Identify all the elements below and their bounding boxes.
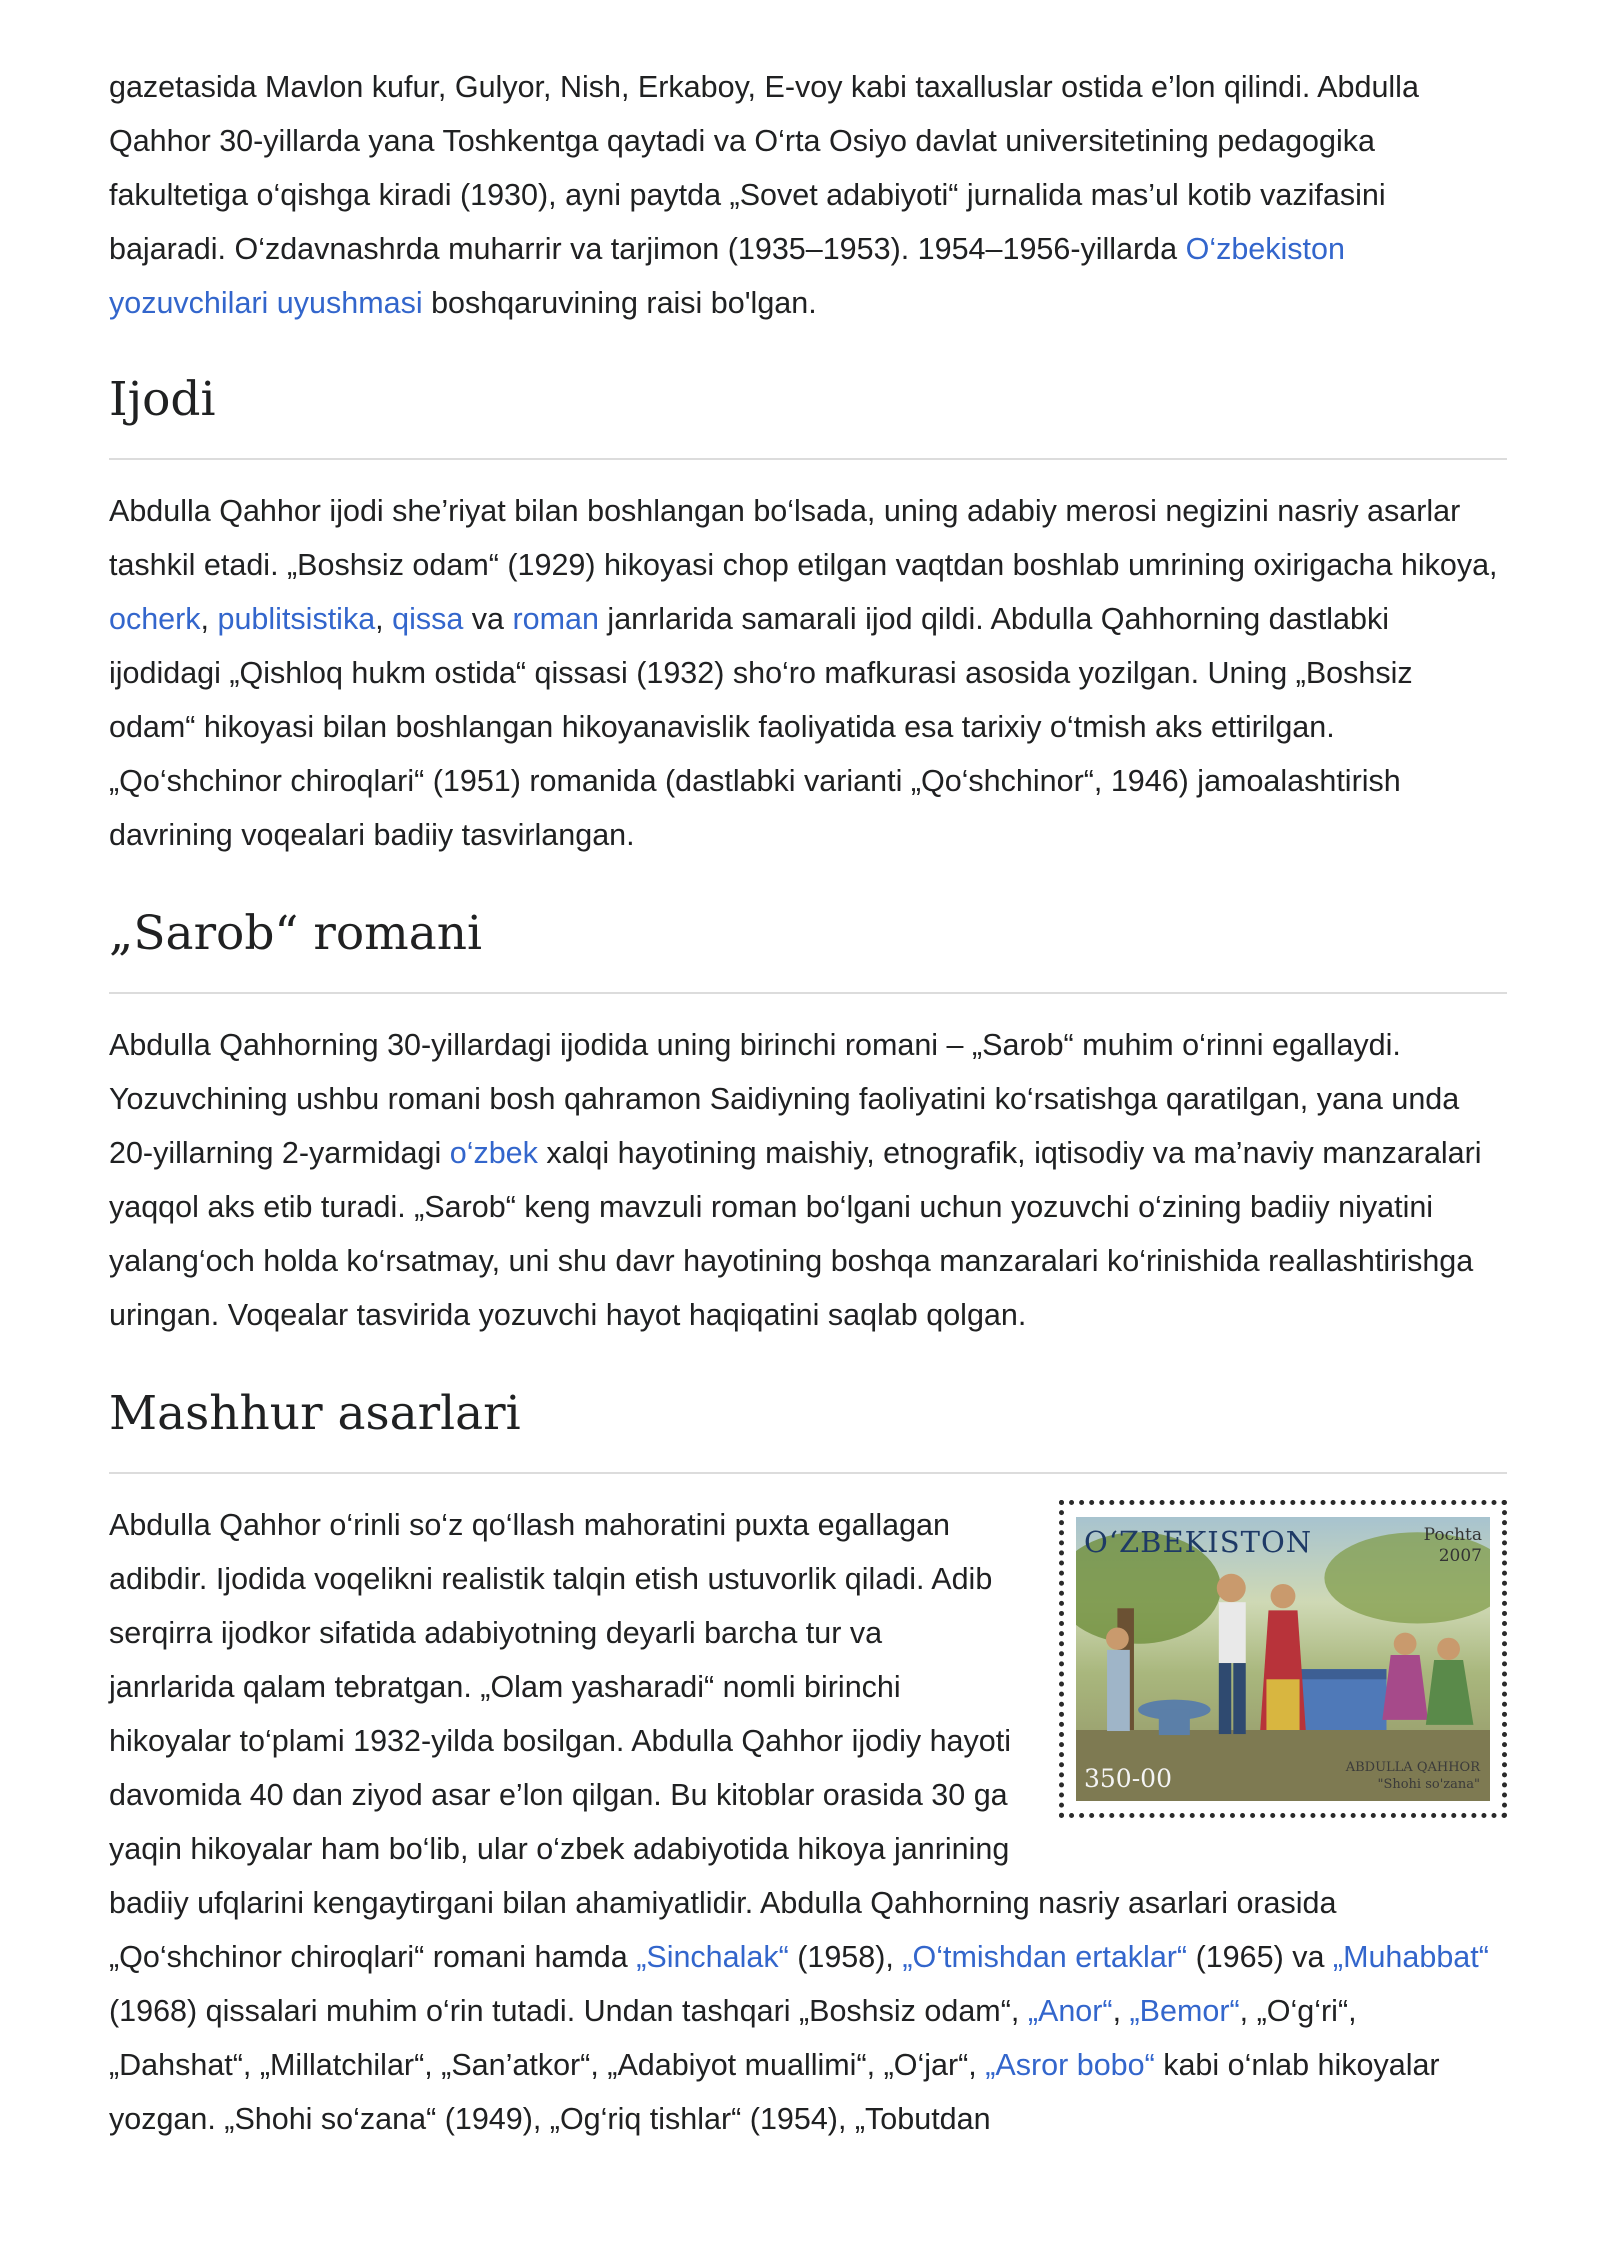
stamp-image[interactable]: [1059, 1500, 1507, 1818]
section-heading-sarob: „Sarob“ romani: [109, 904, 1507, 994]
link-qissa[interactable]: qissa: [392, 602, 464, 636]
ijodi-text-1: Abdulla Qahhor ijodi she’riyat bilan boshlangan bo‘lsada, uning adabiy merosi negizini nasriy asarlar tashkil etadi. „Boshsiz odam“ (1929) hikoyasi chop etilgan vaqtdan boshlab umrining oxirigacha hikoya,: [109, 494, 1498, 582]
section-heading-ijodi: Ijodi: [109, 370, 1507, 460]
stamp-post: [1424, 1525, 1482, 1567]
link-roman[interactable]: roman: [512, 602, 599, 636]
mashhur-text-5: , „O‘g‘ri“, „Dahshat“, „Millatchilar“, „San’atkor“, „Adabiyot muallimi“, „O‘jar“,: [109, 1994, 1357, 2082]
section-heading-mashhur-asarlari: Mashhur asarlari: [109, 1384, 1507, 1474]
mashhur-sep-1: ,: [1112, 1994, 1130, 2028]
stamp-country: O‘ZBEKISTON: [1084, 1525, 1313, 1559]
stamp-caption: [1346, 1759, 1480, 1793]
stamp-title: "Shohi so'zana": [1377, 1777, 1480, 1792]
intro-text-1: gazetasida Mavlon kufur, Gulyor, Nish, Erkaboy, E-voy kabi taxalluslar ostida e’lon qilindi. Abdulla Qahhor 30-yillarda yana Toshkentga qaytadi va O‘rta Osiyo davlat universitetining pedagogika fakultetiga o‘qishga kiradi (1930), ayni paytda „Sovet adabiyoti“ jurnalida mas’ul kotib vazifasini bajaradi. O‘zdavnashrda muharrir va tarjimon (1935–1953). 1954–1956-yillarda: [109, 70, 1419, 266]
ijodi-sep-3: va: [463, 602, 513, 636]
sarob-text-2: xalqi hayotining maishiy, etnografik, iqtisodiy va ma’naviy manzaralari yaqqol aks etib turadi. „Sarob“ keng mavzuli roman bo‘lgani uchun yozuvchi o‘zining badiiy niyatini yalang‘och holda ko‘rsatmay, uni shu davr hayotining boshqa manzaralari ko‘rinishida reallashtirishga uringan. Voqealar tasvirida yozuvchi hayot haqiqatini saqlab qolgan.: [109, 1136, 1482, 1332]
link-ocherk[interactable]: ocherk: [109, 602, 201, 636]
sarob-paragraph: [109, 1018, 1507, 1342]
mashhur-text-4: (1968) qissalari muhim o‘rin tutadi. Undan tashqari „Boshsiz odam“,: [109, 1994, 1028, 2028]
mashhur-text-3: (1965) va: [1187, 1940, 1333, 1974]
intro-paragraph: [109, 60, 1507, 330]
stamp-price: 350-00: [1084, 1764, 1172, 1793]
ijodi-sep-1: ,: [200, 602, 218, 636]
mashhur-text-2: (1958),: [788, 1940, 903, 1974]
mashhur-text-6: kabi o‘nlab hikoyalar yozgan. „Shohi so‘zana“ (1949), „Og‘riq tishlar“ (1954), „Tobutdan: [109, 2048, 1440, 2136]
link-ozbekiston-yozuvchilari-uyushmasi[interactable]: O‘zbekiston yozuvchilari uyushmasi: [109, 232, 1345, 320]
ijodi-sep-2: ,: [375, 602, 393, 636]
stamp-author: ABDULLA QAHHOR: [1345, 1760, 1480, 1775]
mashhur-text-1: Abdulla Qahhor o‘rinli so‘z qo‘llash mahoratini puxta egallagan adibdir. Ijodida voqelikni realistik talqin etish ustuvorlik qiladi. Adib serqirra ijodkor sifatida adabiyotning deyarli barcha tur va janrlarida qalam tebratgan. „Olam yasharadi“ nomli birinchi hikoyalar to‘plami 1932-yilda bosilgan. Abdulla Qahhor ijodiy hayoti davomida 40 dan ziyod asar e’lon qilgan. Bu kitoblar orasida 30 ga yaqin hikoyalar ham bo‘lib, ular o‘zbek adabiyotida hikoya janrining badiiy ufqlarini kengaytirgani bilan ahamiyatlidir. Abdulla Qahhorning nasriy asarlari orasida „Qo‘shchinor chiroqlari“ romani hamda: [109, 1508, 1337, 1974]
link-asror-bobo[interactable]: „Asror bobo“: [985, 2048, 1155, 2082]
link-bemor[interactable]: „Bemor“: [1129, 1994, 1240, 2028]
link-publitsistika[interactable]: publitsistika: [217, 602, 376, 636]
ijodi-text-2: janrlarida samarali ijod qildi. Abdulla Qahhorning dastlabki ijodidagi „Qishloq hukm ostida“ qissasi (1932) sho‘ro mafkurasi asosida yozilgan. Uning „Boshsiz odam“ hikoyasi bilan boshlangan hikoyanavislik faoliyatida esa tarixiy o‘tmish aks ettirilgan. „Qo‘shchinor chiroqlari“ (1951) romanida (dastlabki varianti „Qo‘shchinor“, 1946) jamoalashtirish davrining voqealari badiiy tasvirlangan.: [109, 602, 1413, 852]
link-muhabbat[interactable]: „Muhabbat“: [1332, 1940, 1489, 1974]
stamp-artwork: [1076, 1517, 1490, 1801]
ijodi-paragraph: [109, 484, 1507, 862]
sarob-text-1: Abdulla Qahhorning 30-yillardagi ijodida uning birinchi romani – „Sarob“ muhim o‘rinni egallaydi. Yozuvchining ushbu romani bosh qahramon Saidiyning faoliyatini ko‘rsatishga qaratilgan, yana unda 20-yillarning 2-yarmidagi: [109, 1028, 1460, 1170]
link-sinchalak[interactable]: „Sinchalak“: [636, 1940, 789, 1974]
link-ozbek[interactable]: o‘zbek: [449, 1136, 538, 1170]
link-anor[interactable]: „Anor“: [1027, 1994, 1113, 2028]
link-otmishdan-ertaklar[interactable]: „O‘tmishdan ertaklar“: [902, 1940, 1188, 1974]
article-content: [109, 60, 1507, 2146]
intro-text-2: boshqaruvining raisi bo'lgan.: [422, 286, 817, 320]
stamp-year: 2007: [1438, 1546, 1482, 1566]
stamp-post-label: Pochta: [1423, 1525, 1482, 1545]
